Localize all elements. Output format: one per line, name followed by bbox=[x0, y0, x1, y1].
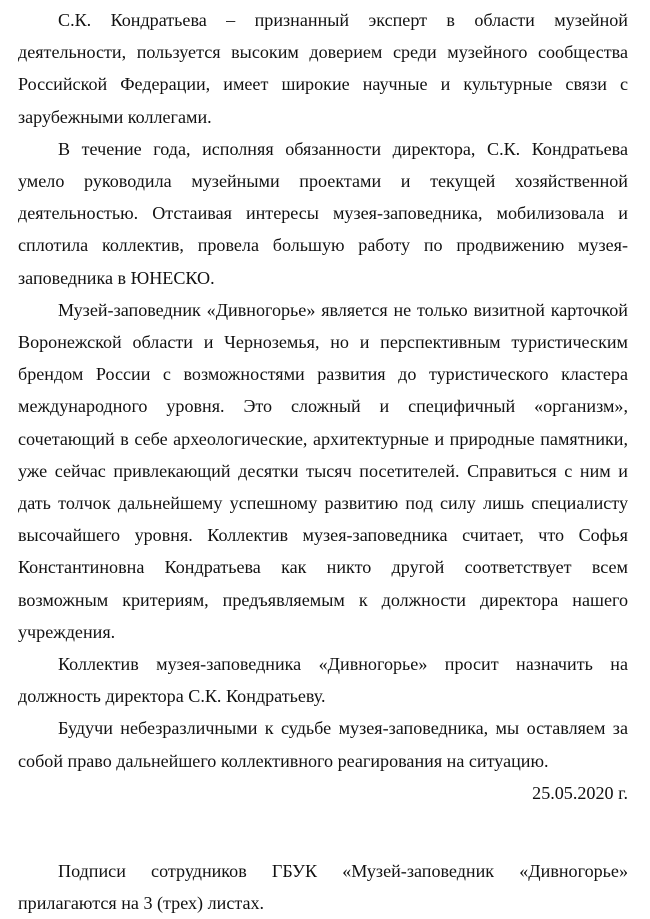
spacer bbox=[18, 809, 628, 855]
paragraph-museum-description: Музей-заповедник «Дивногорье» является не только визитной карточкой Воронежской области и Черноземья, но и перспективным туристическим брендом России с возможностями развития до туристического кластера международного уровня. Это сложный и специфичный «организм», сочетающий в себе археологические, архитектурные и природные памятники, уже сейчас привлекающий десятки тысяч посетителей. Справиться с ним и дать толчок дальнейшему успешному развитию под силу лишь специалисту высочайшего уровня. Коллектив музея-заповедника считает, что Софья Константиновна Кондратьева как никто другой соответствует всем возможным критериям, предъявляемым к должности директора нашего учреждения. bbox=[18, 299, 628, 642]
paragraph-request: Коллектив музея-заповедника «Дивногорье» просит назначить на должность директора С.К. Кондратьеву. bbox=[18, 654, 628, 707]
paragraph-acting-director: В течение года, исполняя обязанности директора, С.К. Кондратьева умело руководила музейными проектами и текущей хозяйственной деятельностью. Отстаивая интересы музея-заповедника, мобилизовала и сплотила коллектив, провела большую работу по продвижению музея-заповедника в ЮНЕСКО. bbox=[18, 138, 628, 288]
document-date: 25.05.2020 г. bbox=[532, 782, 628, 803]
letter-page bbox=[18, 4, 628, 919]
paragraph-expert: С.К. Кондратьева – признанный эксперт в области музейной деятельности, пользуется высоким доверием среди музейного сообщества Российской Федерации, имеет широкие научные и культурные связи с зарубежными коллегами. bbox=[18, 10, 628, 127]
signatures-note: Подписи сотрудников ГБУК «Музей-заповедник «Дивногорье» прилагаются на 3 (трех) листах. bbox=[18, 861, 628, 914]
paragraph-reservation: Будучи небезразличными к судьбе музея-заповедника, мы оставляем за собой право дальнейшего коллективного реагирования на ситуацию. bbox=[18, 718, 628, 771]
